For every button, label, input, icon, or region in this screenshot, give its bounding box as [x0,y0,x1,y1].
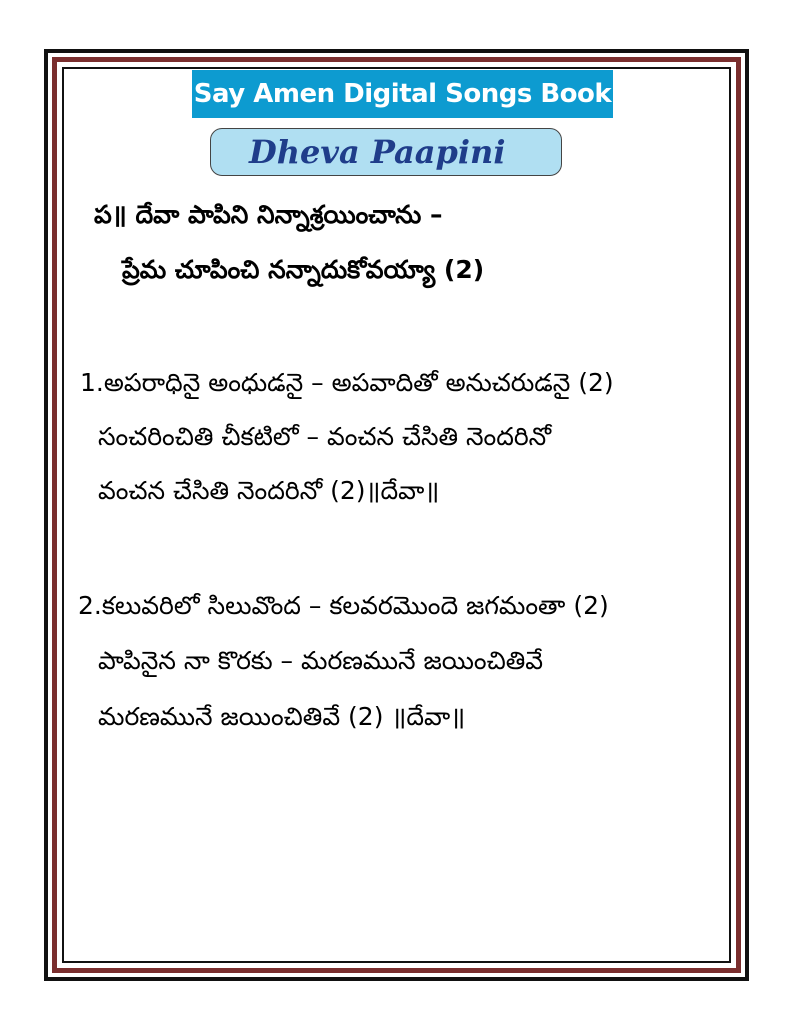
pallavi-line-1: ప॥ దేవా పాపిని నిన్నాశ్రయించాను – [94,200,443,229]
verse2-line-1: 2.కలువరిలో సిలువొంద – కలవరమొందె జగమంతా (2) [78,591,609,620]
verse2-line-3: మరణమునే జయించితివే (2) ॥దేవా॥ [98,702,466,731]
song-title-box [210,128,562,176]
book-banner [192,70,613,118]
book-banner-text: Say Amen Digital Songs Book [193,79,612,109]
verse2-line-2: పాపినైన నా కొరకు – మరణమునే జయించితివే [98,646,544,675]
verse1-line-1: 1.అపరాధినై అంధుడనై – అపవాదితో అనుచరుడనై (2) [80,368,614,397]
song-title: Dheva Paapini [249,133,506,171]
pallavi-line-2: ప్రేమ చూపించి నన్నాదుకోవయ్యా (2) [122,255,485,284]
verse1-line-3: వంచన చేసితి నెందరినో (2)॥దేవా॥ [98,476,440,505]
verse1-line-2: సంచరించితి చీకటిలో – వంచన చేసితి నెందరినో [98,422,552,451]
